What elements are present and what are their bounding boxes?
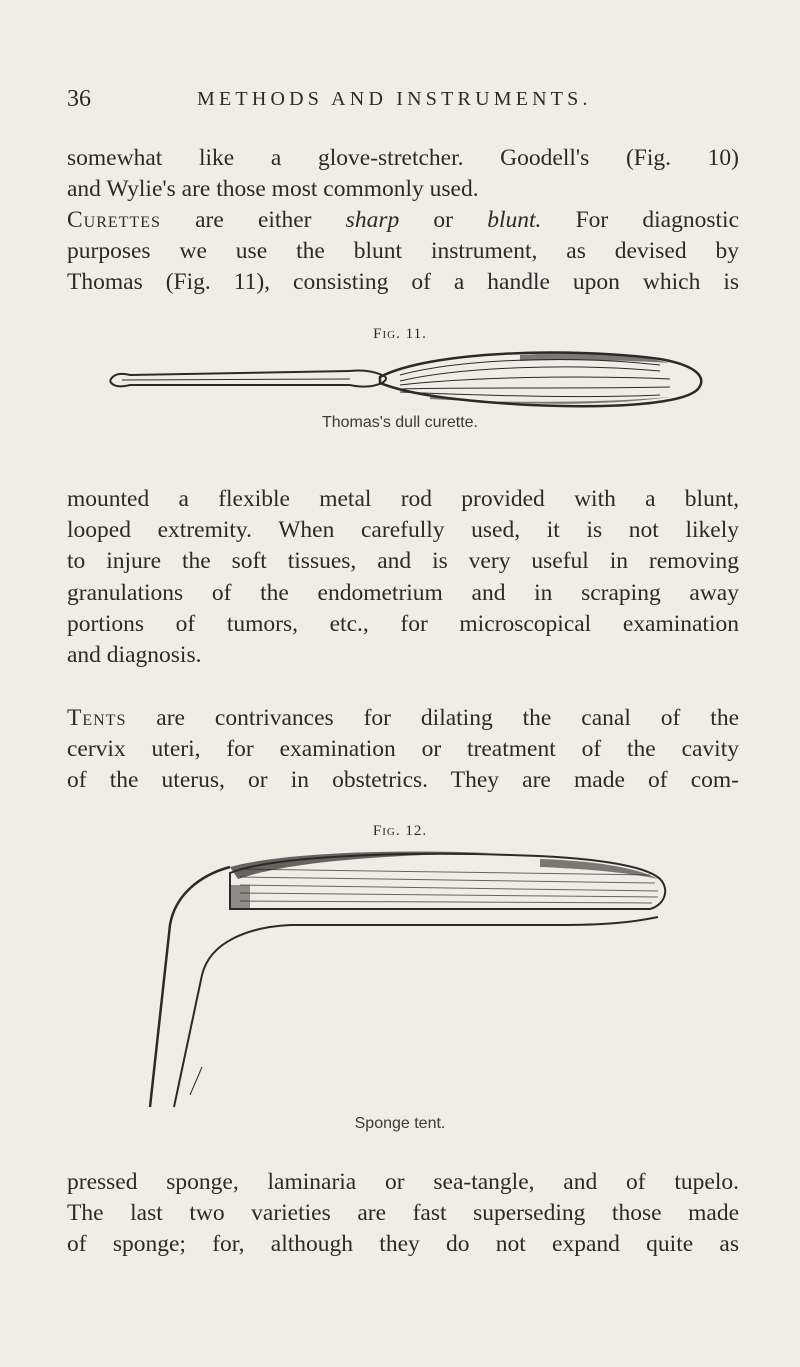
text-line: portions of tumors, etc., for microscopical examination — [67, 610, 739, 637]
figure-11-caption: Thomas's dull curette. — [321, 414, 478, 431]
figure-12-label: Fig. 12. — [372, 823, 428, 839]
text-line: to injure the soft tissues, and is very useful in removing — [67, 548, 739, 575]
text-run: are contrivances for dilating the canal of the — [126, 705, 739, 731]
curette-illustration — [100, 345, 720, 415]
text-line: somewhat like a glove-stretcher. Goodell's (Fig. 10) — [67, 145, 739, 171]
page-header — [67, 84, 737, 124]
text-line: of sponge; for, although they do not expand quite as — [67, 1231, 739, 1258]
paragraph-mounted-rod — [67, 484, 739, 671]
text-run: are either — [160, 207, 346, 233]
text-line: Thomas (Fig. 11), consisting of a handle upon which is — [67, 269, 739, 296]
text-line: and diagnosis. — [67, 642, 202, 669]
text-line: purposes we use the blunt instrument, as devised by — [67, 238, 739, 265]
section-head-curettes: Curettes — [67, 207, 161, 233]
sponge-tent-illustration — [130, 845, 690, 1115]
paragraph-pressed-sponge — [67, 1167, 739, 1261]
text-line: granulations of the endometrium and in scraping away — [67, 579, 739, 606]
paragraph-tents — [67, 703, 739, 797]
page-number: 36 — [67, 86, 91, 112]
emphasis-sharp: sharp — [345, 207, 400, 233]
paragraph-glove-stretcher — [67, 143, 739, 205]
figure-11-label: Fig. 11. — [373, 326, 427, 342]
text-line: of the uterus, or in obstetrics. They are made of com- — [67, 767, 739, 794]
figure-12-caption: Sponge tent. — [354, 1115, 446, 1132]
text-line — [67, 205, 739, 236]
paragraph-curettes — [67, 205, 739, 299]
text-run: or — [399, 207, 488, 233]
emphasis-blunt: blunt. — [487, 207, 542, 233]
text-line: and Wylie's are those most commonly used. — [67, 176, 479, 203]
text-run: For diagnostic — [541, 207, 739, 233]
text-line: pressed sponge, laminaria or sea-tangle, and of tupelo. — [67, 1169, 739, 1195]
text-line: The last two varieties are fast superseding those made — [67, 1200, 739, 1227]
text-line: mounted a flexible metal rod provided with a blunt, — [67, 486, 739, 512]
running-head: METHODS AND INSTRUMENTS. — [197, 88, 592, 110]
text-line — [67, 703, 739, 734]
section-head-tents: Tents — [67, 705, 127, 731]
text-line: cervix uteri, for examination or treatment of the cavity — [67, 736, 739, 763]
text-line: looped extremity. When carefully used, it is not likely — [67, 517, 739, 544]
